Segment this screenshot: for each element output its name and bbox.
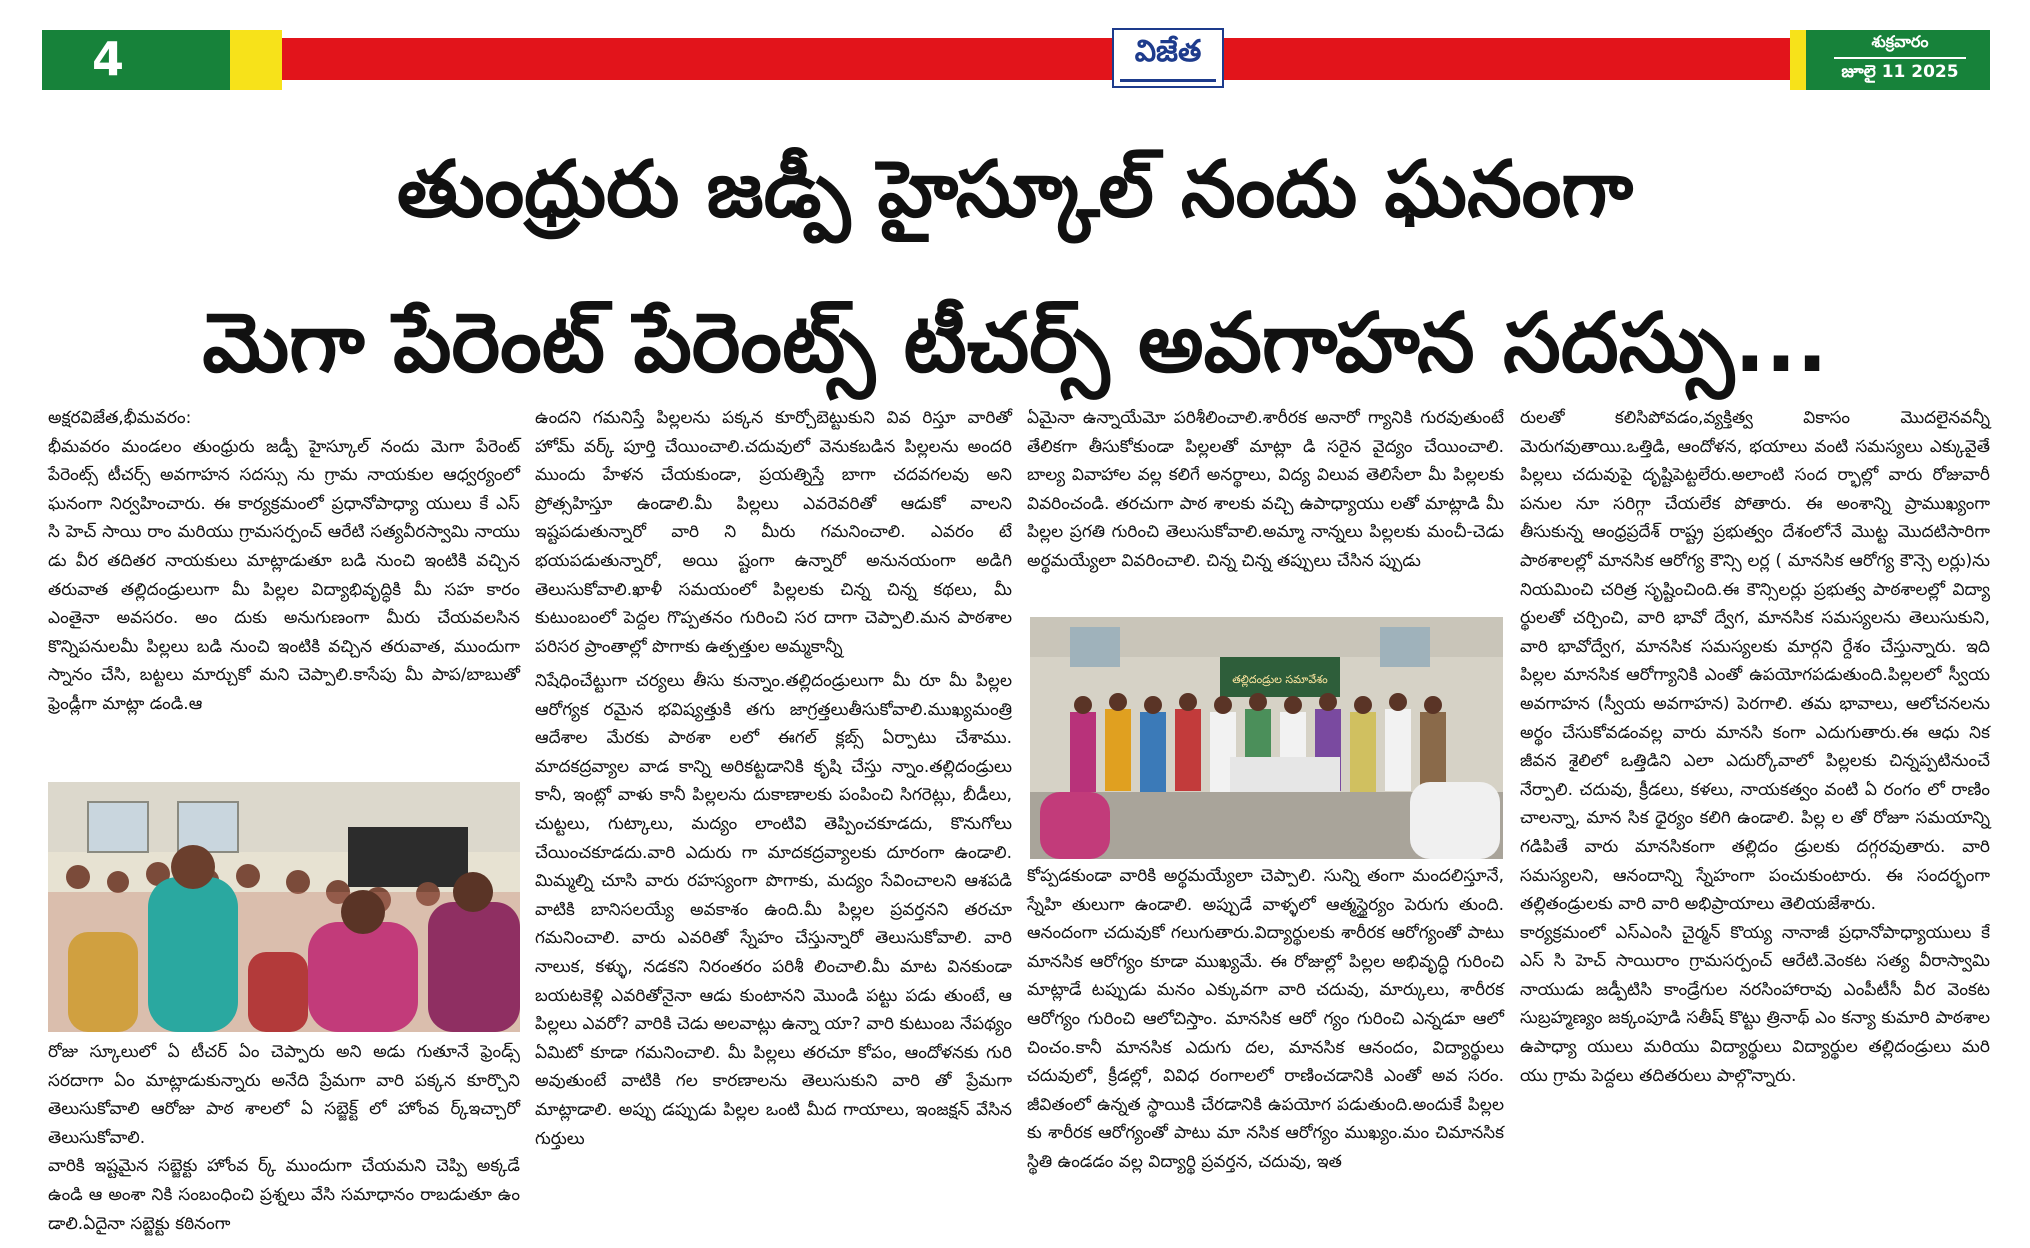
classroom-photo	[48, 782, 520, 1032]
date-box-yellow-accent	[1790, 30, 1806, 90]
article-paragraph: ఏమైనా ఉన్నాయేమో పరిశీలించాలి.శారీరక అనారో గ్యానికి గురవుతుంటే తేలికగా తీసుకోకుండా పిల్లలతో మాట్లా డి సరైన వైద్యం చేయించాలి. బాల్య వివాహాల వల్ల కలిగే అనర్థాలు, విద్య విలువ తెలిసేలా మీ పిల్లలకు వివరించండి. తరచుగా పాఠ శాలకు వచ్చి ఉపాధ్యాయు లతో మాట్లాడి మీ పిల్లల ప్రగతి గురించి తెలుసుకోవాలి.అమ్మా నాన్నలు పిల్లలకు మంచీ-చెడు అర్థమయ్యేలా వివరించాలి. చిన్న చిన్న తప్పులు చేసిన ప్పుడు	[1027, 408, 1504, 571]
article-column-3-continued	[1027, 862, 1504, 1177]
article-paragraph: కార్యక్రమంలో ఎస్ఎంసి చైర్మన్ కొయ్య నానాజీ ప్రధానోపాధ్యాయులు కే ఎస్ సి హెచ్ సాయిరాం గ్రామసర్పంచ్ ఆరేటి.వెంకట సత్య వీరాస్వామి నాయుడు జడ్పీటిసి కాండ్రేగుల నరసింహారావు ఎంపీటీసీ వీర వెంకట సుబ్రహ్మణ్యం జక్కంపూడి సతీష్ కొట్టు త్రినాథ్ ఎం కన్యా కుమారి పాఠశాల ఉపాధ్యా యులు మరియు విద్యార్థులు విద్యార్థుల తల్లిదండ్రులు మరి యు గ్రామ పెద్దలు తదితరులు పాల్గొన్నారు.	[1520, 922, 1990, 1086]
article-column-2-continued	[535, 667, 1012, 1153]
article-column-2	[535, 404, 1012, 661]
masthead-red-bar	[282, 38, 1790, 80]
page-number-box	[42, 30, 282, 90]
article-paragraph: కోప్పడకుండా వారికి అర్థమయ్యేలా చెప్పాలి. సున్ని తంగా మందలిస్తూనే, స్నేహి తులుగా ఉండాలి. అప్పుడే వాళ్ళలో ఆత్మస్థైర్యం పెరుగు తుంది. ఆనందంగా చదువుకో గలుగుతారు.విద్యార్థులకు శారీరక ఆరోగ్యంతో పాటు మానసిక ఆరోగ్యం కూడా ముఖ్యమే. ఈ రోజుల్లో పిల్లల అభివృద్ధి గురించి మాట్లాడే టప్పుడు మనం ఎక్కువగా వారి చదువు, మార్కులు, శారీరక ఆరోగ్యం గురించి ఆలోచిస్తాం. మానసిక ఆరో గ్యం గురించి ఎన్నడూ ఆలో చించం.కానీ మానసిక ఎదుగు దల, మానసిక ఆనందం, విద్యార్థులు చదువులో, క్రీడల్లో, వివిధ రంగాలలో రాణించడానికి ఎంతో అవ సరం. జీవితంలో ఉన్నత స్థాయికి చేరడానికి ఉపయోగ పడుతుంది.అందుకే పిల్లల కు శారీరక ఆరోగ్యంతో పాటు మా నసిక ఆరోగ్యం ముఖ్యం.మం చిమానసిక స్థితి ఉండడం వల్ల విద్యార్థి ప్రవర్తన, చదువు, ఇత	[1027, 866, 1504, 1172]
meeting-photo-illustration	[1030, 617, 1503, 859]
article-paragraph: రులతో కలిసిపోవడం,వ్యక్తిత్వ వికాసం మొదలైనవన్నీ మెరుగవుతాయి.ఒత్తిడి, ఆందోళన, భయాలు వంటి సమస్యలు ఎక్కువైతే పిల్లలు చదువుపై దృష్టిపెట్టలేరు.అలాంటి సంద ర్భాల్లో వారు రోజువారీ పనుల నూ సరిగ్గా చేయలేక పోతారు. ఈ అంశాన్ని ప్రాముఖ్యంగా తీసుకున్న ఆంధ్రప్రదేశ్ రాష్ట్ర ప్రభుత్వం దేశంలోనే మొట్ట మొదటిసారిగా పాఠశాలల్లో మానసిక ఆరోగ్య కౌన్సి లర్ల ( మానసిక ఆరోగ్య కౌన్సె లర్లు)ను నియమించి చరిత్ర సృష్టించింది.ఈ కౌన్సిలర్లు ప్రభుత్వ పాఠశాలల్లో విద్యా ర్థులతో చర్చించి, వారి భావో ద్వేగ, మానసిక సమస్యలను తెలుసుకుని, వారి భావోద్వేగ, మానసిక సమస్యలకు మార్గని ర్దేశం చేస్తున్నారు. ఇది పిల్లల మానసిక ఆరోగ్యానికి ఎంతో ఉపయోగపడుతుంది.పిల్లలలో స్వీయ అవగాహన (స్వీయ అవగాహన) పెరగాలి. తమ భావాలు, ఆలోచనలను అర్థం చేసుకోవడంవల్ల వారు మానసి కంగా ఎదుగుతారు.ఈ ఆధు నిక జీవన శైలిలో ఒత్తిడిని ఎలా ఎదుర్కోవాలో పిల్లలకు చిన్నప్పటినుంచే నేర్పాలి. చదువు, క్రీడలు, కళలు, నాయకత్వం వంటి ఏ రంగం లో రాణిం చాలన్నా, మాన సిక ధైర్యం కలిగి ఉండాలి. పిల్ల ల తో రోజూ సమయాన్ని గడిపితే వారు మానసికంగా తల్లిదం డ్రులకు దగ్గరవుతారు. వారి సమస్యలని, ఆనందాన్ని స్నేహంగా పంచుకుంటారు. ఈ సందర్భంగా తల్లితండ్రులకు వారి వారి అభిప్రాయాలు తెలియజేశారు.	[1520, 408, 1990, 915]
issue-date: జూలై 11 2025	[1841, 62, 1959, 82]
article-paragraph: రోజు స్కూలులో ఏ టీచర్ ఏం చెప్పారు అని అడు గుతూనే ఫ్రెండ్స్ సరదాగా ఏం మాట్లాడుకున్నారు అనేది ప్రేమగా వారి పక్కన కూర్చొని తెలుసుకోవాలి ఆరోజు పాఠ శాలలో ఏ సబ్జెక్ట్ లో హోంవ ర్క్ఇచ్చారో తెలుసుకోవాలి.	[48, 1042, 520, 1148]
meeting-banner-text: తల్లిదండ్రుల సమావేశం	[1232, 673, 1328, 686]
page-number: 4	[92, 32, 125, 86]
logo-underline	[1120, 79, 1216, 82]
meeting-group-photo	[1030, 617, 1503, 859]
article-column-4	[1520, 404, 1990, 1090]
article-column-1	[48, 404, 520, 719]
article-paragraph: భీమవరం మండలం తుంధ్రురు జడ్పీ హైస్కూల్ నందు మెగా పేరెంట్ పేరెంట్స్ టీచర్స్ అవగాహన సదస్సు ను గ్రామ నాయకుల ఆధ్వర్యంలో ఘనంగా నిర్వహించారు. ఈ కార్యక్రమంలో ప్రధానోపాధ్యా యులు కే ఎస్ సి హెచ్ సాయి రాం మరియు గ్రామసర్పంచ్ ఆరేటి సత్యవీరస్వామి నాయు డు వీర తదితర నాయకులు మాట్లాడుతూ బడి నుంచి ఇంటికి వచ్చిన తరువాత తల్లిదండ్రులుగా మీ పిల్లల విద్యాభివృద్ధికి మీ సహ కారం ఎంతైనా అవసరం. అం దుకు అనుగుణంగా మీరు చేయవలసిన కొన్నిపనులమీ పిల్లలు బడి నుంచి ఇంటికి వచ్చిన తరువాత, ముందుగా స్నానం చేసి, బట్టలు మార్చుకో మని చెప్పాలి.కాసేపు మీ పాప/బాబుతో ఫ్రెండ్లీగా మాట్లా డండి.ఆ	[48, 436, 520, 714]
weekday: శుక్రవారం	[1871, 32, 1929, 51]
article-column-1-continued	[48, 1038, 520, 1238]
article-column-3	[1027, 404, 1504, 576]
dateline: అక్షరవిజేత,భీమవరం:	[48, 408, 192, 428]
article-paragraph: వారికి ఇష్టమైన సబ్జెక్టు హోంవ ర్క్ ముందుగా చేయమని చెప్పి అక్కడే ఉండి ఆ అంశా నికి సంబంధించి ప్రశ్నలు వేసి సమాధానం రాబడుతూ ఉం డాలి.ఏదైనా సబ్జెక్టు కఠినంగా	[48, 1156, 520, 1234]
logo-text: విజేత	[1134, 34, 1202, 69]
page-box-yellow-accent	[230, 30, 282, 90]
headline-line-2: మెగా పేరెంట్ పేరెంట్స్ టీచర్స్ అవగాహన సదస్సు...	[202, 296, 1828, 391]
headline-line-1: తుంధ్రురు జడ్పీ హైస్కూల్ నందు ఘనంగా	[396, 145, 1634, 235]
newspaper-logo	[1112, 28, 1224, 88]
article-paragraph: ఉందని గమనిస్తే పిల్లలను పక్కన కూర్చోబెట్టుకుని వివ రిస్తూ వారితో హోమ్ వర్క్ పూర్తి చేయించాలి.చదువులో వెనుకబడిన పిల్లలను అందరి ముందు హేళన చేయకుండా, ప్రయత్నిస్తే బాగా చదవగలవు అని ప్రోత్సహిస్తూ ఉండాలి.మీ పిల్లలు ఎవరెవరితో ఆడుకో వాలని ఇష్టపడుతున్నారో వారి ని మీరు గమనించాలి. ఎవరం టే భయపడుతున్నారో, అయి ష్టంగా ఉన్నారో అనునయంగా అడిగి తెలుసుకోవాలి.ఖాళీ సమయంలో పిల్లలకు చిన్న చిన్న కథలు, మీ కుటుంబంలో పెద్దల గొప్పతనం గురించి సర దాగా చెప్పాలి.మన పాఠశాల పరిసర ప్రాంతాల్లో పొగాకు ఉత్పత్తుల అమ్మకాన్నీ	[535, 408, 1012, 657]
date-box	[1790, 30, 1990, 90]
classroom-photo-illustration	[48, 782, 520, 1032]
article-paragraph: నిషేధించేట్టుగా చర్యలు తీసు కున్నాం.తల్లిదండ్రులుగా మీ రూ మీ పిల్లల ఆరోగ్యక రమైన భవిష్యత్తుకి తగు జాగ్రత్తలుతీసుకోవాలి.ముఖ్యమంత్రి ఆదేశాల మేరకు పాఠశా లలో ఈగల్ క్లబ్స్ ఏర్పాటు చేశాము. మాదకద్రవ్యాల వాడ కాన్ని అరికట్టడానికి కృషి చేస్తు న్నాం.తల్లిదండ్రులు కానీ, ఇంట్లో వాళు కానీ పిల్లలను దుకాణాలకు పంపించి సిగరెట్లు, బీడీలు, చుట్టలు, గుట్కాలు, మద్యం లాంటివి తెప్పించకూడదు, కొనుగోలు చేయించకూడదు.వారి ఎదురు గా మాదకద్రవ్యాలకు దూరంగా ఉండాలి. మిమ్మల్ని చూసి వారు రహస్యంగా పొగాకు, మద్యం సేవించాలని ఆశపడి వాటికి బానిసలయ్యే అవకాశం ఉంది.మీ పిల్లల ప్రవర్తనని తరచూ గమనించాలి. వారు ఎవరితో స్నేహం చేస్తున్నారో తెలుసుకోవాలి. వారి నాలుక, కళ్ళు, నడకని నిరంతరం పరిశీ లించాలి.మీ మాట వినకుండా బయటకెళ్లి ఎవరితోనైనా ఆడు కుంటానని మొండి పట్టు పడు తుంటే, ఆ పిల్లలు ఎవరో? వారికి చెడు అలవాట్లు ఉన్నా యా? వారి కుటుంబ నేపథ్యం ఏమిటో కూడా గమనించాలి. మీ పిల్లలు తరచూ కోపం, ఆందోళనకు గురి అవుతుంటే వాటికి గల కారణాలను తెలుసుకుని వారి తో ప్రేమగా మాట్లాడాలి. అప్పు డప్పుడు పిల్లల ఒంటి మీద గాయాలు, ఇంజక్షన్ వేసిన గుర్తులు	[535, 671, 1012, 1149]
date-divider	[1834, 57, 1966, 59]
